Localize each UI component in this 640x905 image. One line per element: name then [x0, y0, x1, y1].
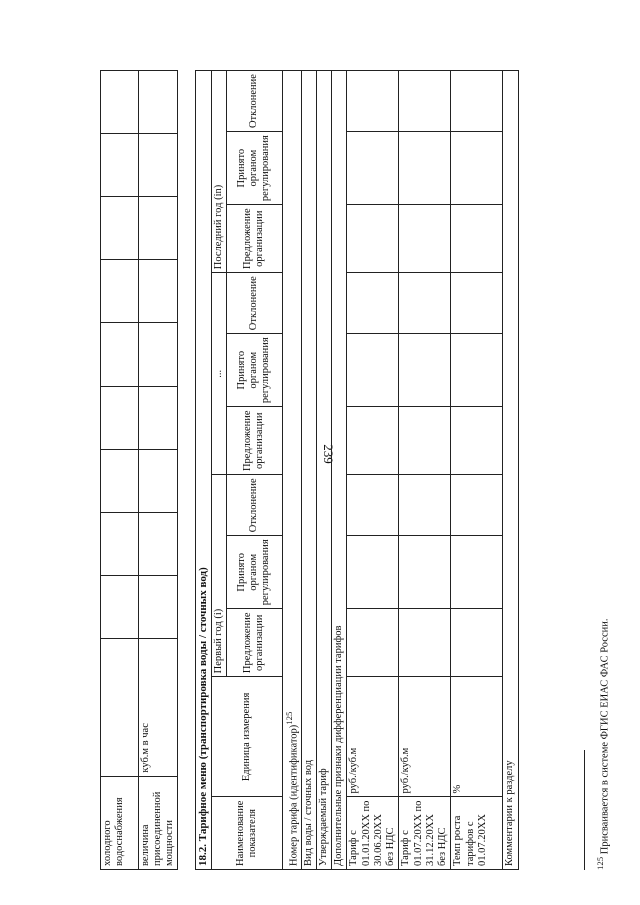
row-unit [101, 638, 139, 776]
row-unit: куб.м в час [139, 638, 178, 776]
page-number: 239 [320, 444, 336, 464]
row-label: Утверждаемый тариф [317, 71, 332, 870]
header-accepted: Принято органом регулирования [226, 132, 282, 205]
rotated-page-content [100, 70, 640, 870]
table-row [317, 71, 332, 870]
row-label: Комментарии к разделу [503, 71, 518, 870]
header-middle: ... [211, 273, 226, 475]
header-first-year: Первый год (i) [211, 475, 226, 677]
tariff-menu-table [195, 70, 519, 870]
header-proposal: Предложение организации [226, 205, 282, 273]
row-label: Вид воды / сточных вод [302, 71, 317, 870]
section-title: 18.2. Тарифное меню (транспортировка воды / сточных вод) [196, 71, 212, 870]
header-last-year: Последний год (in) [211, 71, 226, 273]
row-label: Тариф с 01.07.20XX по 31.12.20XX без НДС [399, 797, 451, 870]
footnote-divider [584, 750, 585, 870]
row-label: величина присоединенной мощности [139, 776, 178, 869]
row-label: Темп роста тарифов с 01.07.20XX [451, 797, 503, 870]
header-name: Наименование показателя [211, 797, 282, 870]
section-title-row [196, 71, 212, 870]
header-deviation: Отклонение [226, 273, 282, 334]
table-row [503, 71, 518, 870]
table-row [302, 71, 317, 870]
header-unit: Единица измерения [211, 677, 282, 797]
row-unit: руб./куб.м [347, 677, 399, 797]
row-label: Тариф с 01.01.20XX по 30.06.20XX без НДС [347, 797, 399, 870]
header-accepted: Принято органом регулирования [226, 536, 282, 609]
footnote: $^{125}$ Присваивается в системе ФГИС ЕИАС ФАС России. [595, 618, 611, 870]
row-label: Номер тарифа (идентификатор)$^{125}$ [282, 71, 302, 870]
header-deviation: Отклонение [226, 475, 282, 536]
row-unit: % [451, 677, 503, 797]
header-proposal: Предложение организации [226, 609, 282, 677]
table-row [282, 71, 302, 870]
header-deviation: Отклонение [226, 71, 282, 132]
row-unit: руб./куб.м [399, 677, 451, 797]
table-row [399, 71, 451, 870]
table-row [101, 71, 139, 870]
table-row [139, 71, 178, 870]
header-proposal: Предложение организации [226, 407, 282, 475]
table-row [451, 71, 503, 870]
header-row [211, 71, 226, 870]
table-row [347, 71, 399, 870]
top-table [100, 70, 178, 870]
row-label: Дополнительные признаки дифференциации тарифов [332, 71, 347, 870]
row-label: холодного водоснабжения [101, 776, 139, 869]
table-row [332, 71, 347, 870]
header-accepted: Принято органом регулирования [226, 334, 282, 407]
